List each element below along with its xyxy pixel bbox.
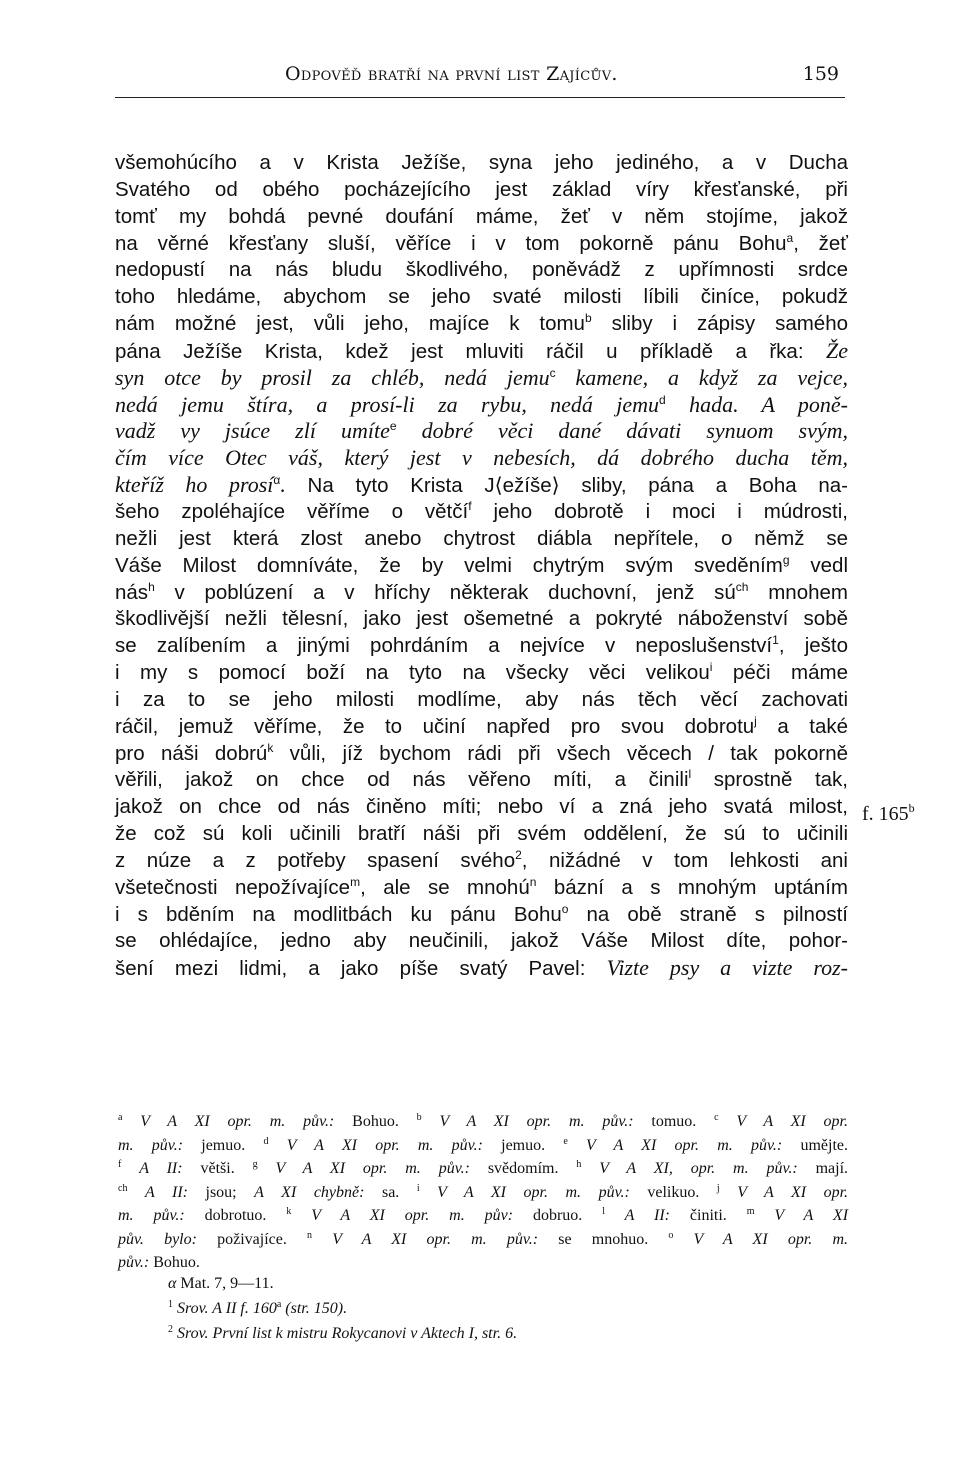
italic-text: syn otce by prosil za chléb, nedá jemu (115, 364, 550, 390)
italic-text: α (168, 1275, 177, 1292)
note-marker: 2 (168, 1324, 173, 1335)
text-run: se zalíbením a jinými pohrdáním a nejvíce v neposlušenství (115, 634, 773, 658)
italic-text: A II: (139, 1160, 183, 1177)
text-run: všemohúcího a v Krista Ježíše, syna jeho jediného, a v Ducha (115, 151, 848, 174)
italic-text: A XI chybně: (254, 1183, 365, 1201)
footnote-line (168, 1300, 347, 1317)
italic-text: m. pův.: (118, 1207, 185, 1224)
text-run: i my s pomocí boží na tyto na všecky věci velikou (115, 661, 710, 685)
note-marker: h (148, 579, 155, 594)
note-marker: c (549, 365, 556, 380)
italic-text: nedá jemu štíra, a prosí-li za rybu, nedá jemu (115, 391, 660, 417)
text-run: na věrné křesťany sluší, věříce i v tom pokorně pánu Bohu (115, 231, 787, 255)
text-run: nás (115, 580, 149, 604)
page-number: 159 (802, 63, 839, 85)
text-run: dobruo. (513, 1207, 603, 1224)
text-line (115, 338, 848, 365)
text-run: poživajíce. (196, 1230, 308, 1248)
text-run (720, 1184, 738, 1201)
italic-text: kamene, a když za vejce, (555, 364, 848, 390)
text-line (115, 902, 848, 929)
text-line (115, 231, 848, 258)
note-marker: o (561, 901, 569, 916)
text-run: toho hledáme, abychom se jeho svaté milosti líbili činíce, pokudž (115, 285, 848, 309)
text-line (115, 767, 848, 794)
text-run: pána Ježíše Krista, kdež jest mluviti ráčil u příkladě a řka: (115, 339, 826, 363)
text-run: na obě straně s pilností (568, 902, 848, 926)
variant-note-line (118, 1204, 848, 1228)
text-line (115, 687, 848, 714)
italic-text: V A XI opr. m. pův.: (439, 1113, 634, 1130)
text-line (115, 177, 848, 204)
note-marker: i (709, 660, 713, 675)
italic-text: (str. 150). (281, 1300, 348, 1317)
text-run (422, 1113, 440, 1130)
text-run: vůli, jíž bychom rádi při všech věcech / tak pokorně (273, 741, 848, 765)
text-run: Na tyto Krista J⟨ežíše⟩ sliby, pána a Boha na- (285, 474, 848, 498)
text-run: šeho zpoléhajíce věříme o větčí (115, 499, 469, 523)
footnote (168, 1325, 517, 1343)
text-run (122, 1113, 140, 1130)
italic-text: V A XI, opr. m. pův.: (599, 1160, 798, 1177)
text-line (115, 445, 848, 472)
text-run (127, 1184, 145, 1201)
text-line (115, 418, 848, 445)
text-run: , nižádné v tom lehkosti ani (521, 848, 848, 872)
italic-text: V A XI opr. m. (693, 1230, 849, 1248)
text-run: sa. (364, 1183, 417, 1201)
text-run: a také (756, 714, 848, 738)
text-line (115, 472, 848, 499)
variant-note-line (118, 1251, 848, 1275)
text-run: větši. (182, 1160, 253, 1177)
text-run: Bohuo. (334, 1113, 417, 1130)
note-marker: j (716, 1182, 720, 1194)
text-run: velikuo. (629, 1183, 717, 1201)
text-run: ráčil, jemuž věříme, že to učiní napřed pro svou dobrotu (115, 714, 755, 738)
note-marker: 2 (515, 847, 522, 862)
text-run: svědomím. (469, 1160, 577, 1177)
note-marker: j (754, 713, 757, 728)
note-marker: a (276, 1299, 282, 1310)
text-run: tomuo. (633, 1113, 715, 1130)
italic-text: V A XI opr. (736, 1113, 849, 1130)
italic-text: V A XI opr. m. pův.: (275, 1160, 470, 1177)
text-run: jsou; (187, 1183, 255, 1201)
text-run (581, 1160, 599, 1177)
text-run: se mnohuo. (538, 1230, 669, 1248)
text-run (420, 1184, 438, 1201)
text-run: jakož on chce od nás činěno míti; nebo ví a zná jeho svatá milost, (115, 795, 848, 819)
note-marker: b (584, 311, 592, 326)
text-run: mnohem (748, 580, 848, 604)
italic-text: V A XI opr. m. pův.: (286, 1136, 483, 1154)
note-marker: h (576, 1159, 582, 1170)
text-run: nám možné jest, vůli jeho, majíce k tomu (115, 312, 585, 336)
text-run: dobrotuo. (184, 1207, 287, 1224)
text-run: Svatého od obého pocházejícího jest základ víry křesťanské, při (115, 177, 848, 201)
italic-text: pův. bylo: (118, 1230, 197, 1248)
text-line (115, 580, 848, 607)
footnote (168, 1300, 347, 1318)
variant-note-line (118, 1110, 848, 1134)
text-line (115, 284, 848, 311)
italic-text: Srov. První list k mistru Rokycanovi v Aktech I, str. 6. (177, 1325, 518, 1342)
italic-text: V A XI opr. m. pův.: (437, 1183, 630, 1201)
running-head-title: Odpověď bratří na první list Zajícův. (285, 63, 618, 85)
text-line (115, 204, 848, 231)
italic-text: A II: (604, 1207, 670, 1224)
text-run: umějte. (782, 1136, 849, 1154)
note-marker: 1 (772, 633, 779, 648)
text-line (115, 633, 848, 660)
variant-note-line (118, 1134, 848, 1158)
text-run (268, 1137, 286, 1154)
variant-notes (118, 1110, 848, 1275)
text-run: škodlivější nežli tělesní, jako jest ošemetné a pokryté náboženství sobě (115, 607, 848, 631)
text-run (755, 1207, 775, 1224)
text-run (121, 1160, 139, 1177)
text-run (291, 1207, 311, 1224)
note-marker: e (563, 1135, 568, 1147)
main-text (115, 150, 848, 982)
text-line (115, 955, 848, 982)
text-run: bázní a s mnohým uptáním (536, 875, 848, 899)
italic-text: V A XI opr. m. pův: (311, 1207, 514, 1224)
note-marker: n (529, 874, 537, 889)
text-run (258, 1160, 276, 1177)
italic-text: hada. A poně- (665, 391, 849, 417)
text-run: Bohuo. (149, 1254, 200, 1271)
italic-text: V A XI opr. m. pův.: (140, 1113, 335, 1130)
text-run (719, 1113, 737, 1130)
italic-text: V A XI opr. m. pův.: (586, 1136, 783, 1154)
text-line (115, 606, 848, 633)
text-run: i s bděním na modlitbách ku pánu Bohu (115, 902, 562, 926)
note-marker: i (416, 1182, 420, 1194)
text-run: nedopustí na nás bludu škodlivého, poněvádž z upřímnosti srdce (115, 258, 848, 282)
footnote (168, 1275, 274, 1293)
text-line (115, 553, 848, 580)
text-run (312, 1231, 332, 1248)
variant-note-line (118, 1228, 848, 1252)
text-run: že což sú koli učinili bratří náši při svém oddělení, že sú to učinili (115, 822, 848, 846)
text-run: jemuo. (482, 1136, 564, 1154)
text-line (115, 794, 848, 821)
note-marker: a (786, 230, 794, 245)
text-line (115, 365, 848, 392)
text-run: sprostně tak, (691, 768, 848, 792)
text-run: i za to se jeho milosti modlíme, aby nás těch věcí zachovati (115, 687, 848, 711)
text-run: Váše Milost domníváte, že by velmi chytrým svým sveděním (115, 553, 783, 577)
note-marker: k (267, 740, 274, 755)
note-marker: a (118, 1112, 123, 1123)
text-run (568, 1137, 586, 1154)
note-marker: ch (118, 1182, 128, 1194)
note-marker: m (350, 874, 361, 889)
text-run: , žeť (793, 231, 848, 255)
note-marker: c (714, 1112, 719, 1123)
text-run (673, 1231, 693, 1248)
italic-text: vadž vy jsúce zlí umíte (115, 418, 390, 444)
italic-text: Srov. A II f. 160 (177, 1300, 277, 1317)
note-marker: ch (735, 579, 749, 594)
italic-text: pův.: (118, 1254, 150, 1271)
note-marker: e (389, 419, 397, 434)
italic-text: V A XI (774, 1207, 849, 1224)
italic-text: čím více Otec váš, který jest v nebesích, dá dobrého ducha těm, (115, 445, 848, 471)
text-run: věřili, jakož on chce od nás věřeno míti, a činili (115, 768, 689, 792)
text-run: činiti. (670, 1207, 747, 1224)
text-line (115, 714, 848, 741)
note-marker: d (263, 1135, 269, 1147)
text-run: všetečnosti nepožívajíce (115, 875, 351, 899)
running-head (115, 63, 845, 93)
footnote-line (168, 1275, 274, 1292)
text-run: šení mezi lidmi, a jako píše svatý Pavel: (115, 957, 607, 981)
text-run: jeho dobrotě i moci i múdrosti, (471, 499, 849, 523)
italic-text: dobré věci dané dávati synuom svým, (396, 418, 848, 444)
note-marker: g (252, 1159, 258, 1170)
text-run: v poblúzení a v hříchy některak duchovní, jenž sú (154, 580, 736, 604)
note-marker: f (118, 1159, 122, 1170)
text-run: mají. (797, 1160, 849, 1177)
text-line (115, 660, 848, 687)
folio-sup: b (908, 801, 915, 815)
note-marker: n (307, 1229, 313, 1241)
italic-text: Vizte psy a vizte roz- (606, 955, 848, 981)
text-run: z núze a z potřeby spasení svého (115, 848, 516, 872)
note-marker: d (659, 392, 666, 407)
text-line (115, 875, 848, 902)
note-marker: b (416, 1112, 422, 1123)
text-line (115, 526, 848, 553)
text-line (115, 741, 848, 768)
text-run: , ješto (778, 634, 848, 658)
note-marker: 1 (168, 1299, 173, 1310)
text-run: sliby i zápisy samého (591, 312, 848, 336)
note-marker: o (668, 1229, 674, 1241)
text-line (115, 257, 848, 284)
note-marker: α (273, 473, 281, 488)
italic-text: . (280, 472, 286, 498)
variant-note-line (118, 1157, 848, 1181)
note-marker: l (602, 1206, 605, 1217)
text-run: se ohlédajíce, jedno aby neučinili, jakož Váše Milost díte, pohor- (115, 929, 848, 953)
text-run: péči máme (712, 661, 848, 685)
text-run: Mat. 7, 9—11. (176, 1275, 274, 1292)
italic-text: kteříž ho prosí (115, 472, 274, 498)
text-line (115, 150, 848, 177)
text-run: jemuo. (183, 1136, 264, 1154)
text-line (115, 848, 848, 875)
text-line (115, 311, 848, 338)
header-rule (115, 97, 845, 98)
text-line (115, 392, 848, 419)
note-marker: m (746, 1206, 755, 1217)
italic-text: A II: (144, 1183, 188, 1201)
italic-text: V A XI opr. (737, 1183, 849, 1201)
variant-note-line (118, 1181, 848, 1205)
note-marker: f (468, 498, 472, 513)
text-run: tomť my bohdá pevné doufání máme, žeť v něm stojíme, jakož (115, 204, 848, 228)
italic-text: m. pův.: (118, 1136, 184, 1154)
text-line (115, 928, 848, 955)
text-line (115, 499, 848, 526)
footnote-line (168, 1325, 517, 1342)
text-line (115, 821, 848, 848)
text-run: nežli jest která zlost anebo chytrost diábla nepřítele, o němž se (115, 526, 848, 550)
folio-label: f. 165 (862, 803, 909, 825)
text-run: vedl (789, 553, 848, 577)
note-marker: g (782, 552, 790, 567)
italic-text: V A XI opr. m. pův.: (332, 1230, 539, 1248)
italic-text: Že (826, 337, 848, 363)
text-run: pro náši dobrú (115, 741, 268, 765)
note-marker: l (688, 767, 692, 782)
text-run: , ale se mnohú (360, 875, 530, 899)
note-marker: k (286, 1206, 292, 1217)
folio-margin-note (862, 803, 915, 826)
